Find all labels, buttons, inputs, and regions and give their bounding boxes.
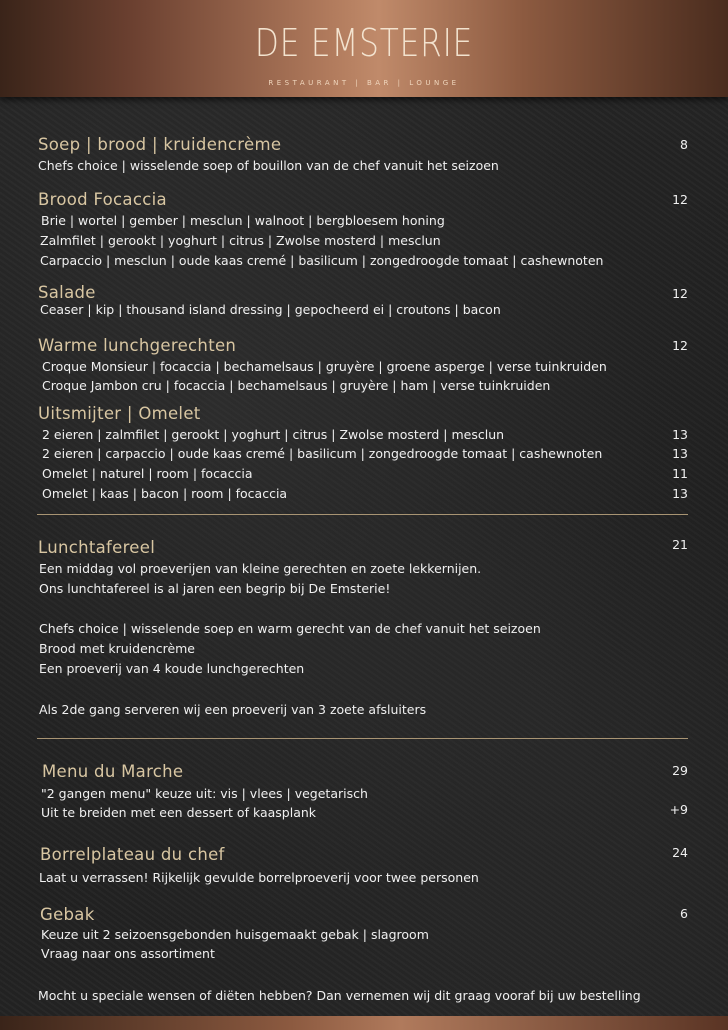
menu-item: 2 eieren | zalmfilet | gerookt | yoghurt | citrus | Zwolse mosterd | mesclun (42, 427, 505, 442)
menu-line: Croque Jambon cru | focaccia | bechamelsaus | gruyère | ham | verse tuinkruiden (42, 378, 551, 393)
menu-line: Als 2de gang serveren wij een proeverij van 3 zoete afsluiters (39, 702, 427, 717)
brand-logo: DE EMSTERIE (254, 21, 474, 65)
divider (37, 514, 688, 515)
menu-item-price: 13 (672, 446, 688, 461)
menu-item: Omelet | naturel | room | focaccia (42, 466, 253, 481)
price-salade: 12 (672, 286, 688, 301)
menu-line: Uit te breiden met een dessert of kaasplank (41, 805, 317, 820)
menu-line: Croque Monsieur | focaccia | bechamelsaus | gruyère | groene asperge | verse tuinkruiden (42, 359, 607, 374)
menu-item: Omelet | kaas | bacon | room | focaccia (42, 486, 288, 501)
section-title-salade: Salade (38, 283, 96, 302)
price-gebak: 6 (680, 906, 688, 921)
price-marche-extra: +9 (669, 802, 688, 817)
section-title-lunchtafereel: Lunchtafereel (38, 538, 156, 557)
section-title-marche: Menu du Marche (42, 762, 184, 781)
brand-tagline: RESTAURANT | BAR | LOUNGE (268, 79, 460, 87)
price-borrel: 24 (672, 845, 688, 860)
menu-line: Ceaser | kip | thousand island dressing | gepocheerd ei | croutons | bacon (40, 302, 501, 317)
menu-line: Chefs choice | wisselende soep en warm gerecht van de chef vanuit het seizoen (39, 621, 541, 636)
menu-line: Keuze uit 2 seizoensgebonden huisgemaakt gebak | slagroom (41, 927, 429, 942)
section-title-warme: Warme lunchgerechten (38, 336, 237, 355)
menu-line: "2 gangen menu" keuze uit: vis | vlees | vegetarisch (41, 786, 368, 801)
divider (37, 738, 688, 739)
footer-note: Mocht u speciale wensen of diëten hebben? Dan vernemen wij dit graag vooraf bij uw bestelling (38, 988, 641, 1003)
menu-line: Brood met kruidencrème (39, 641, 195, 656)
header-banner (0, 0, 728, 97)
price-lunchtafereel: 21 (672, 537, 688, 552)
menu-line: Een proeverij van 4 koude lunchgerechten (39, 661, 305, 676)
price-warme: 12 (672, 338, 688, 353)
menu-line: Ons lunchtafereel is al jaren een begrip bij De Emsterie! (39, 581, 391, 596)
menu-line: Een middag vol proeverijen van kleine gerechten en zoete lekkernijen. (39, 561, 482, 576)
footer-banner (0, 1016, 728, 1030)
menu-line: Laat u verrassen! Rijkelijk gevulde borrelproeverij voor twee personen (39, 870, 479, 885)
section-title-brood: Brood Focaccia (38, 190, 167, 209)
menu-line: Carpaccio | mesclun | oude kaas cremé | basilicum | zongedroogde tomaat | cashewnoten (40, 253, 604, 268)
price-soep: 8 (680, 137, 688, 152)
price-marche: 29 (672, 763, 688, 778)
section-title-soep: Soep | brood | kruidencrème (38, 135, 282, 154)
menu-line: Chefs choice | wisselende soep of bouillon van de chef vanuit het seizoen (38, 158, 499, 173)
menu-item-price: 13 (672, 486, 688, 501)
menu-item-price: 13 (672, 427, 688, 442)
menu-item-price: 11 (672, 466, 688, 481)
menu-line: Brie | wortel | gember | mesclun | walnoot | bergbloesem honing (41, 213, 445, 228)
section-title-borrel: Borrelplateau du chef (40, 845, 225, 864)
menu-item: 2 eieren | carpaccio | oude kaas cremé | basilicum | zongedroogde tomaat | cashewnoten (42, 446, 603, 461)
price-brood: 12 (672, 192, 688, 207)
menu-line: Vraag naar ons assortiment (41, 946, 215, 961)
section-title-uitsmijter: Uitsmijter | Omelet (38, 404, 201, 423)
section-title-gebak: Gebak (40, 905, 95, 924)
menu-line: Zalmfilet | gerookt | yoghurt | citrus | Zwolse mosterd | mesclun (40, 233, 441, 248)
